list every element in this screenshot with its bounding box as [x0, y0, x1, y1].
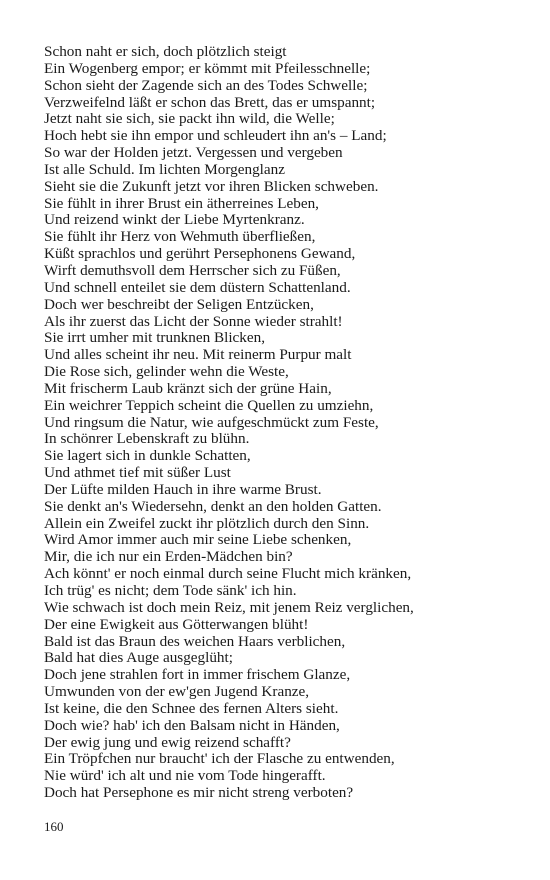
- poem-line: Sie fühlt in ihrer Brust ein ätherreines Leben,: [44, 194, 319, 212]
- poem-line: Doch wie? hab' ich den Balsam nicht in Händen,: [44, 716, 340, 734]
- poem-line: Jetzt naht sie sich, sie packt ihn wild, die Welle;: [44, 110, 335, 128]
- poem-line: Der ewig jung und ewig reizend schafft?: [44, 733, 291, 751]
- poem-line: Schon naht er sich, doch plötzlich steigt: [44, 43, 287, 60]
- poem-line: Sie fühlt ihr Herz von Wehmuth überfließen,: [44, 228, 316, 246]
- poem-line: Schon sieht der Zagende sich an des Todes Schwelle;: [44, 76, 368, 94]
- poem-line: Ist alle Schuld. Im lichten Morgenglanz: [44, 160, 285, 178]
- poem-line: Sie lagert sich in dunkle Schatten,: [44, 447, 251, 465]
- poem-line: Ist keine, die den Schnee des fernen Alters sieht.: [44, 699, 339, 717]
- poem-line: Ach könnt' er noch einmal durch seine Flucht mich kränken,: [44, 565, 412, 583]
- poem-line: So war der Holden jetzt. Vergessen und vergeben: [44, 144, 343, 162]
- poem-text: [44, 44, 540, 802]
- poem-line: Und reizend winkt der Liebe Myrtenkranz.: [44, 211, 305, 229]
- poem-line: Und alles scheint ihr neu. Mit reinerm Purpur malt: [44, 346, 352, 364]
- page-number: 160: [44, 819, 64, 834]
- poem-line: Als ihr zuerst das Licht der Sonne wieder strahlt!: [44, 312, 343, 330]
- poem-line: Sie irrt umher mit trunknen Blicken,: [44, 329, 266, 347]
- poem-line: Wird Amor immer auch mir seine Liebe schenken,: [44, 531, 352, 549]
- poem-line: Hoch hebt sie ihn empor und schleudert ihn an's – Land;: [44, 127, 387, 145]
- poem-line: Doch jene strahlen fort in immer frischem Glanze,: [44, 666, 351, 684]
- poem-line: Der Lüfte milden Hauch in ihre warme Brust.: [44, 480, 322, 498]
- poem-line: Der eine Ewigkeit aus Götterwangen blüht!: [44, 615, 309, 633]
- poem-line: Wirft demuthsvoll dem Herrscher sich zu Füßen,: [44, 261, 341, 279]
- poem-line: Sie denkt an's Wiedersehn, denkt an den holden Gatten.: [44, 497, 382, 515]
- poem-line: Mit frischerm Laub kränzt sich der grüne Hain,: [44, 379, 332, 397]
- poem-line: Doch hat Persephone es mir nicht streng verboten?: [44, 784, 354, 802]
- poem-line: Bald ist das Braun des weichen Haars verblichen,: [44, 632, 346, 650]
- poem-line: Nie würd' ich alt und nie vom Tode hingerafft.: [44, 767, 326, 785]
- poem-line: Ein weichrer Teppich scheint die Quellen zu umziehn,: [44, 396, 374, 414]
- poem-line: Sieht sie die Zukunft jetzt vor ihren Blicken schweben.: [44, 177, 379, 195]
- poem-line: Bald hat dies Auge ausgeglüht;: [44, 649, 233, 667]
- poem-line: Mir, die ich nur ein Erden-Mädchen bin?: [44, 548, 293, 566]
- poem-line: Und athmet tief mit süßer Lust: [44, 464, 231, 482]
- poem-line: Und schnell enteilet sie dem düstern Schattenland.: [44, 278, 351, 296]
- poem-line: Verzweifelnd läßt er schon das Brett, das er umspannt;: [44, 93, 376, 111]
- poem-line: Ein Tröpfchen nur braucht' ich der Flasche zu entwenden,: [44, 750, 395, 768]
- poem-line: Allein ein Zweifel zuckt ihr plötzlich durch den Sinn.: [44, 514, 370, 532]
- poem-line: Wie schwach ist doch mein Reiz, mit jenem Reiz verglichen,: [44, 598, 414, 616]
- poem-line: In schönrer Lebenskraft zu blühn.: [44, 430, 250, 448]
- poem-line: Ein Wogenberg empor; er kömmt mit Pfeilesschnelle;: [44, 59, 371, 77]
- poem-line: Ich trüg' es nicht; dem Tode sänk' ich hin.: [44, 582, 297, 599]
- poem-line: Und ringsum die Natur, wie aufgeschmückt zum Feste,: [44, 413, 379, 431]
- poem-line: Umwunden von der ew'gen Jugend Kranze,: [44, 683, 310, 701]
- poem-line: Doch wer beschreibt der Seligen Entzücken,: [44, 295, 314, 313]
- poem-line: Küßt sprachlos und gerührt Persephonens Gewand,: [44, 245, 356, 263]
- poem-line: Die Rose sich, gelinder wehn die Weste,: [44, 363, 289, 381]
